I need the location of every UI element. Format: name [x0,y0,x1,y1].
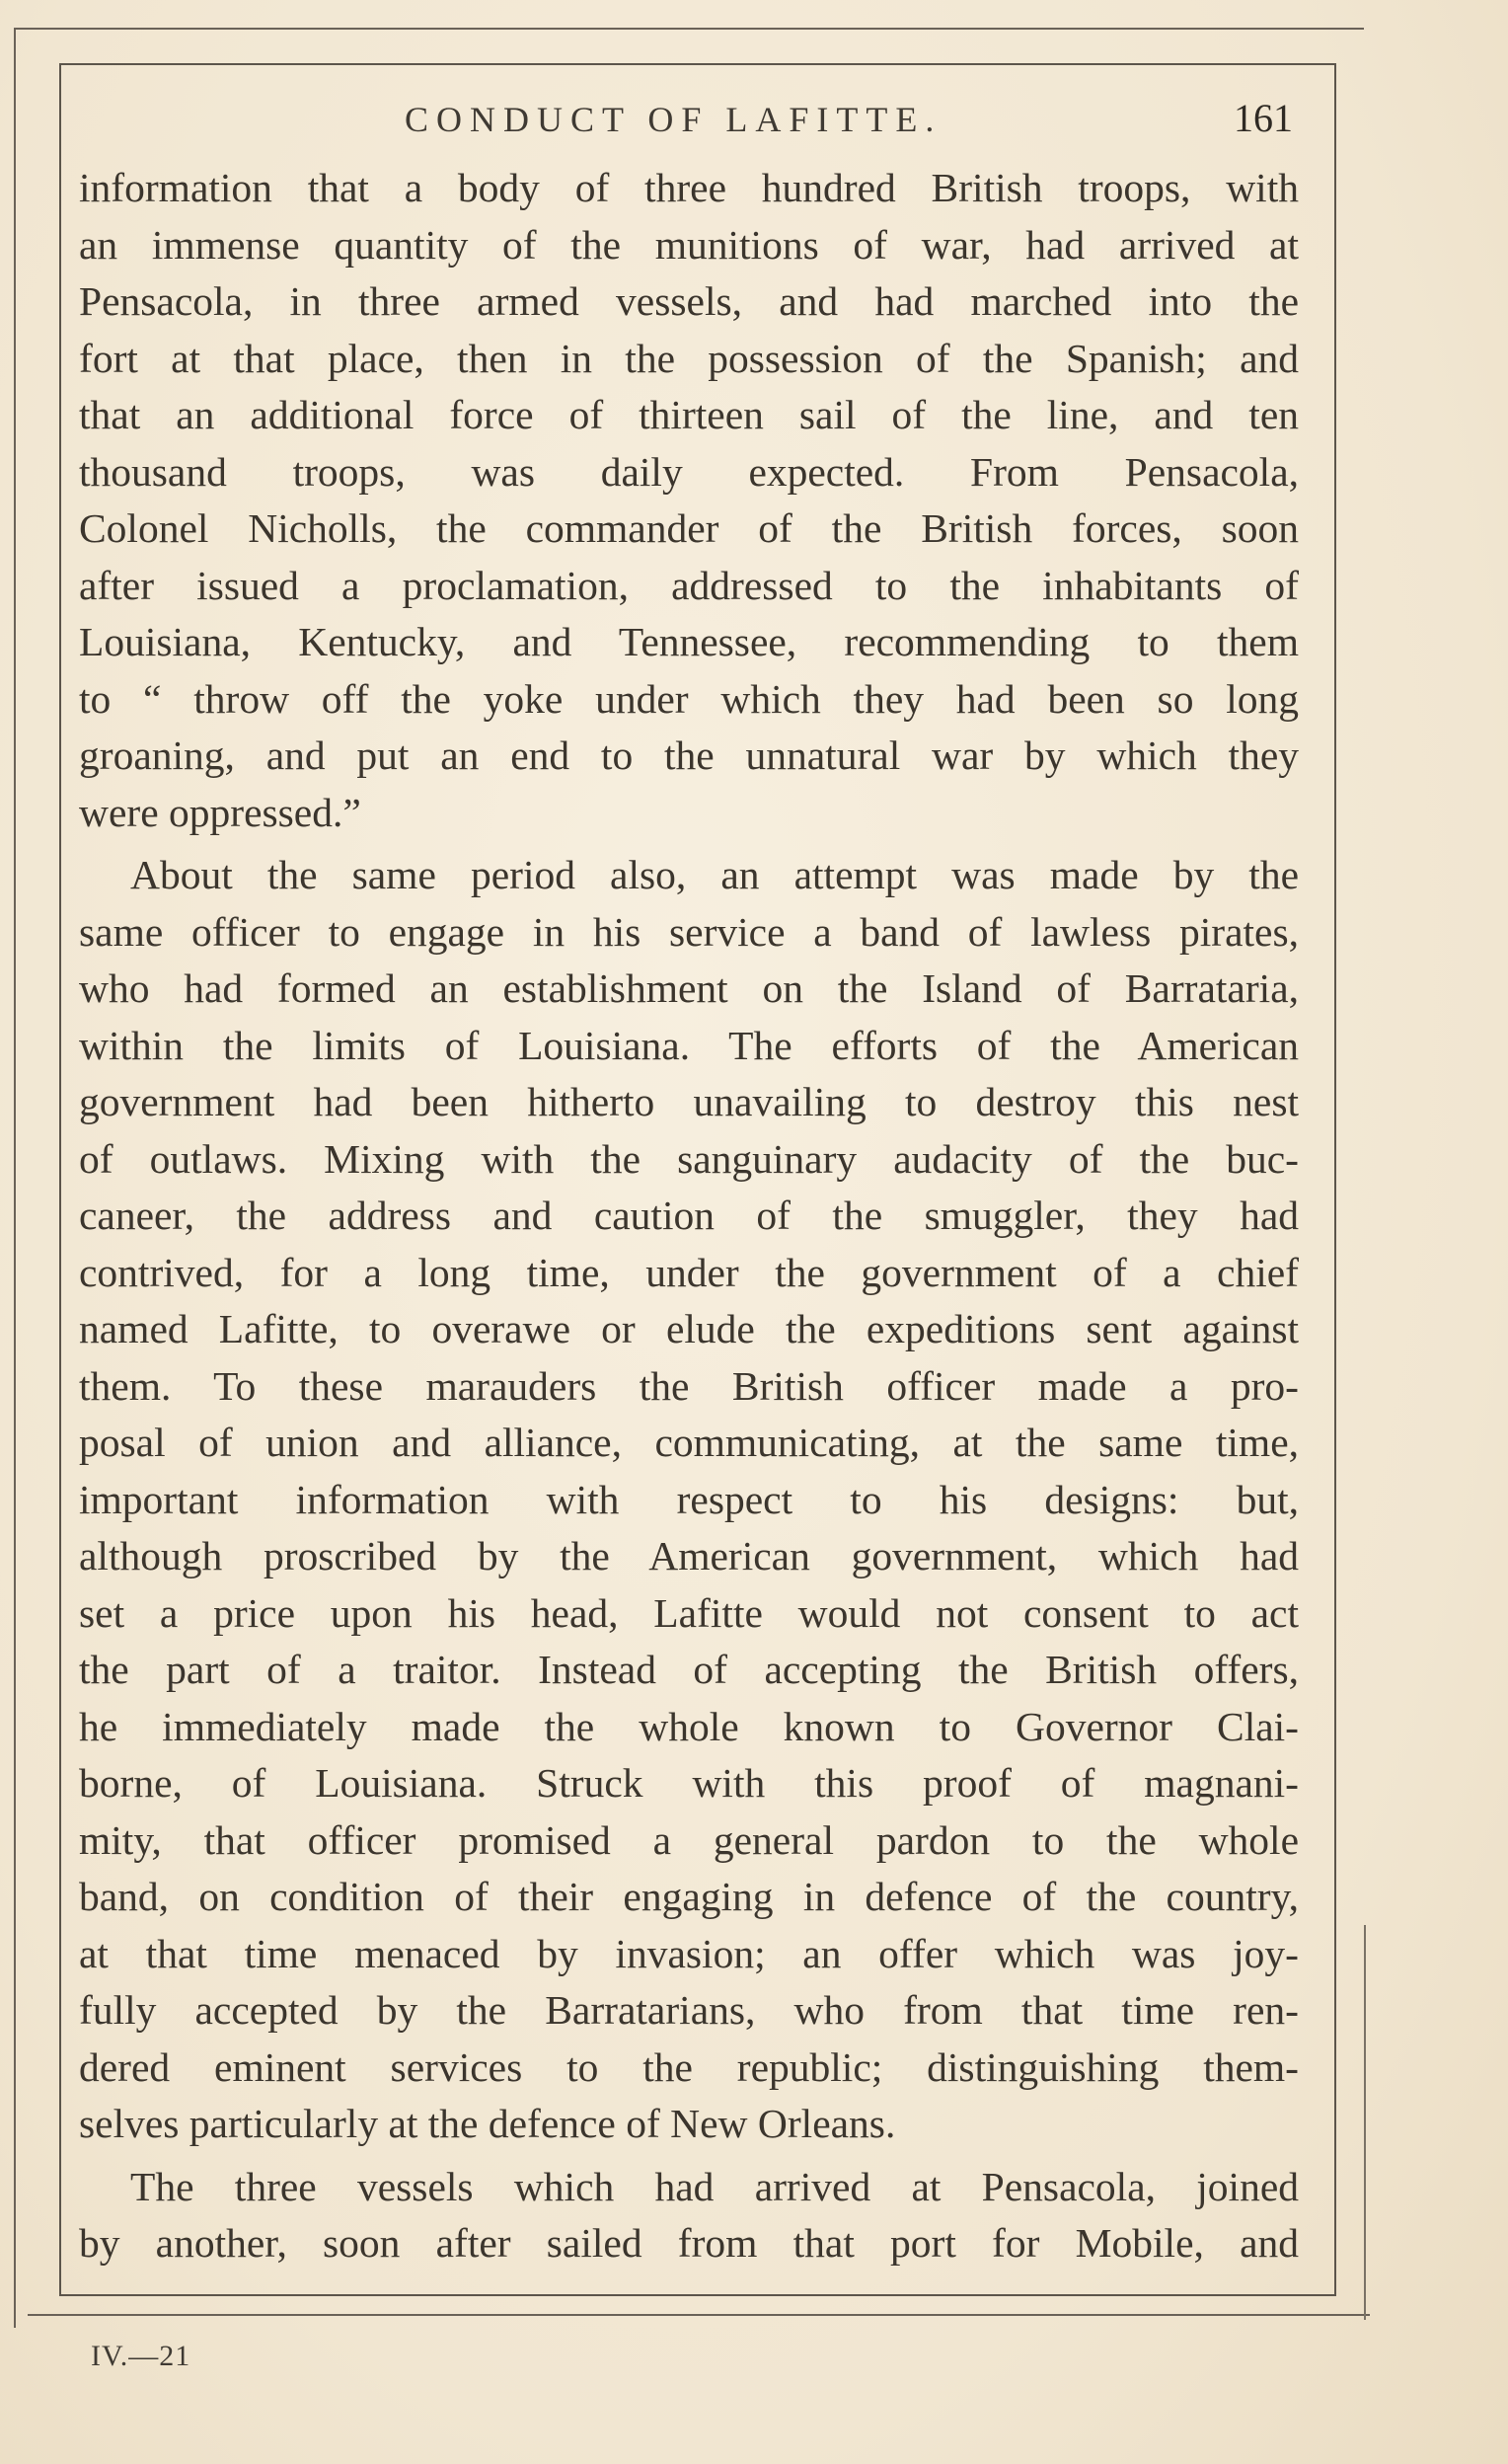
text-line: mity, that officer promised a general pardon to the whole [79,1816,1299,1863]
text-line: at that time menaced by invasion; an offer which was joy- [79,1930,1299,1976]
text-line: fort at that place, then in the possession of the Spanish; and [79,335,1299,381]
text-line: fully accepted by the Barratarians, who from that time ren- [79,1987,1299,2033]
text-line: information that a body of three hundred British troops, with [79,165,1299,210]
text-line: The three vessels which had arrived at Pensacola, joined [130,2163,1299,2209]
text-line: dered eminent services to the republic; distinguishing them- [79,2043,1299,2090]
text-line: within the limits of Louisiana. The efforts of the American [79,1022,1299,1068]
text-line: same officer to engage in his service a band of lawless pirates, [79,908,1299,955]
text-line: who had formed an establishment on the Island of Barrataria, [79,965,1299,1011]
text-line: thousand troops, was daily expected. From Pensacola, [79,448,1299,495]
text-line: contrived, for a long time, under the government of a chief [79,1249,1299,1295]
page-header [69,95,1293,150]
text-line: of outlaws. Mixing with the sanguinary audacity of the buc- [79,1135,1299,1182]
text-line: set a price upon his head, Lafitte would not consent to act [79,1589,1299,1636]
text-line: groaning, and put an end to the unnatural war by which they [79,732,1299,778]
text-line: were oppressed.” [79,789,361,835]
running-head: CONDUCT OF LAFITTE. [405,100,942,139]
signature-mark: IV.—21 [91,2340,191,2372]
text-line: About the same period also, an attempt was made by the [130,852,1299,897]
text-line: although proscribed by the American government, which had [79,1533,1299,1578]
text-line: them. To these marauders the British officer made a pro- [79,1362,1299,1409]
text-line: borne, of Louisiana. Struck with this proof of magnani- [79,1760,1299,1806]
text-line: that an additional force of thirteen sail of the line, and ten [79,392,1299,437]
text-line: government had been hitherto unavailing to destroy this nest [79,1079,1299,1124]
text-line: to “ throw off the yoke under which they had been so long [79,675,1299,722]
text-line: important information with respect to his designs: but, [79,1476,1299,1522]
text-line: named Lafitte, to overawe or elude the expeditions sent against [79,1306,1299,1351]
body-text [79,160,1299,2272]
text-line: he immediately made the whole known to Governor Clai- [79,1703,1299,1749]
text-line: Pensacola, in three armed vessels, and had marched into the [79,278,1299,324]
text-line: band, on condition of their engaging in defence of the country, [79,1874,1299,1919]
bottom-frame-rule [28,2314,1370,2316]
text-line: an immense quantity of the munitions of war, had arrived at [79,221,1299,268]
text-line: Louisiana, Kentucky, and Tennessee, recommending to them [79,619,1299,664]
text-line: selves particularly at the defence of New Orleans. [79,2101,896,2146]
text-line: after issued a proclamation, addressed to the inhabitants of [79,562,1299,608]
right-frame-rule [1364,1925,1366,2320]
text-line: the part of a traitor. Instead of accepting the British offers, [79,1647,1299,1692]
text-line: caneer, the address and caution of the smuggler, they had [79,1193,1299,1238]
page-number: 161 [1234,96,1293,140]
text-line: by another, soon after sailed from that port for Mobile, and [79,2220,1299,2266]
text-line: posal of union and alliance, communicating, at the same time, [79,1420,1299,1465]
text-line: Colonel Nicholls, the commander of the British forces, soon [79,505,1299,551]
